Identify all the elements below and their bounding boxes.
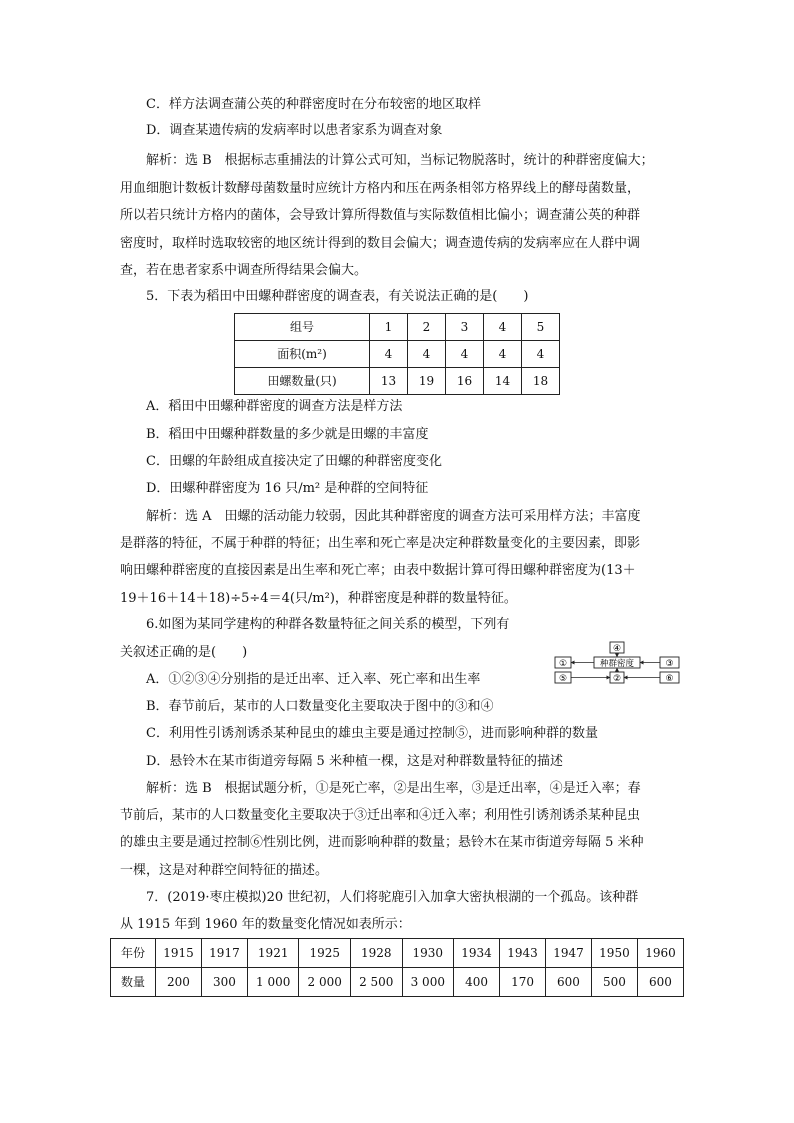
analysis-line: 是群落的特征，不属于种群的特征；出生率和死亡率是决定种群数量变化的主要因素，即影 — [120, 536, 641, 551]
table-cell: 19 — [408, 368, 446, 395]
table-cell: 4 — [408, 341, 446, 368]
table-cell: 4 — [370, 341, 408, 368]
analysis-line: 解析：选 B 根据标志重捕法的计算公式可知，当标记物脱落时，统计的种群密度偏大； — [146, 153, 654, 168]
table-cell: 1934 — [454, 939, 500, 968]
svg-text:④: ④ — [612, 644, 622, 654]
table-row — [111, 939, 684, 968]
question-7-stem: 从 1915 年到 1960 年的数量变化情况如表所示： — [120, 917, 411, 932]
analysis-line: 解析：选 A 田螺的活动能力较弱，因此其种群密度的调查方法可采用样方法；丰富度 — [146, 509, 641, 524]
table-cell: 18 — [522, 368, 560, 395]
table-cell: 3 000 — [402, 968, 454, 997]
option-b: B．春节前后，某市的人口数量变化主要取决于图中的③和④ — [146, 699, 494, 714]
table-cell: 4 — [522, 341, 560, 368]
node-2 — [610, 672, 624, 684]
analysis-line: 查，若在患者家系中调查所得结果会偏大。 — [120, 263, 368, 278]
analysis-line: 所以若只统计方格内的菌体，会导致计算所得数值与实际数值相比偏小；调查蒲公英的种群 — [120, 208, 641, 223]
analysis-line: 一棵，这是对种群空间特征的描述。 — [120, 863, 329, 878]
table-cell: 4 — [484, 341, 522, 368]
option-c: C．田螺的年龄组成直接决定了田螺的种群密度变化 — [146, 454, 442, 469]
snail-density-table — [234, 313, 560, 395]
svg-text:③: ③ — [665, 659, 674, 669]
table-cell: 500 — [591, 968, 637, 997]
node-center — [594, 657, 640, 669]
option-a: A．①②③④分别指的是迁出率、迁入率、死亡率和出生率 — [146, 672, 481, 687]
analysis-line: 解析：选 B 根据试题分析，①是死亡率，②是出生率，③是迁出率，④是迁入率；春 — [146, 781, 641, 796]
svg-text:种群密度: 种群密度 — [599, 659, 635, 669]
analysis-line: 密度时，取样时选取较密的地区统计得到的数目会偏大；调查遗传病的发病率应在人群中调 — [120, 236, 641, 251]
table-cell: 2 500 — [351, 968, 403, 997]
table-cell: 300 — [201, 968, 247, 997]
node-4 — [610, 642, 624, 654]
moose-population-table — [110, 938, 684, 997]
table-cell: 1917 — [201, 939, 247, 968]
option-c: C．利用性引诱剂诱杀某种昆虫的雄虫主要是通过控制⑤，进而影响种群的数量 — [146, 726, 598, 741]
option-c: C．样方法调查蒲公英的种群密度时在分布较密的地区取样 — [146, 97, 481, 112]
table-cell: 600 — [637, 968, 683, 997]
table-cell: 16 — [446, 368, 484, 395]
analysis-line: 节前后，某市的人口数量变化主要取决于③迁出率和④迁入率；利用性引诱剂诱杀某种昆虫 — [120, 808, 641, 823]
table-cell: 4 — [446, 341, 484, 368]
table-cell: 4 — [484, 314, 522, 341]
option-a: A．稻田中田螺种群密度的调查方法是样方法 — [146, 399, 403, 414]
node-6 — [660, 672, 679, 684]
svg-text:①: ① — [558, 659, 568, 669]
table-cell: 1960 — [637, 939, 683, 968]
table-cell: 14 — [484, 368, 522, 395]
option-d: D．田螺种群密度为 16 只/m² 是种群的空间特征 — [146, 481, 429, 496]
table-cell: 13 — [370, 368, 408, 395]
analysis-line: 的雄虫主要是通过控制⑥性别比例，进而影响种群的数量；悬铃木在某市街道旁每隔 5 米种 — [120, 835, 644, 850]
table-cell: 5 — [522, 314, 560, 341]
table-cell: 1925 — [299, 939, 351, 968]
population-model-diagram — [552, 641, 682, 685]
table-cell: 1 000 — [247, 968, 299, 997]
table-cell: 1 — [370, 314, 408, 341]
header-cell: 年份 — [111, 939, 156, 968]
header-cell: 田螺数量(只) — [235, 368, 370, 395]
table-cell: 170 — [500, 968, 546, 997]
header-cell: 数量 — [111, 968, 156, 997]
svg-text:②: ② — [612, 674, 622, 684]
node-1 — [555, 657, 571, 669]
table-cell: 1921 — [247, 939, 299, 968]
analysis-line: 19＋16＋14＋18)÷5÷4＝4(只/m²)，种群密度是种群的数量特征。 — [120, 591, 517, 606]
option-b: B．稻田中田螺种群数量的多少就是田螺的丰富度 — [146, 427, 429, 442]
table-cell: 3 — [446, 314, 484, 341]
table-cell: 1947 — [546, 939, 592, 968]
header-cell: 组号 — [235, 314, 370, 341]
option-d: D．悬铃木在某市街道旁每隔 5 米种植一棵，这是对种群数量特征的描述 — [146, 754, 563, 769]
table-cell: 1928 — [351, 939, 403, 968]
table-cell: 600 — [546, 968, 592, 997]
node-3 — [660, 657, 679, 669]
table-cell: 1943 — [500, 939, 546, 968]
table-cell: 200 — [156, 968, 202, 997]
question-6-stem: 关叙述正确的是( ) — [120, 645, 248, 660]
table-cell: 2 — [408, 314, 446, 341]
svg-text:⑥: ⑥ — [665, 674, 674, 684]
table-row — [111, 968, 684, 997]
table-cell: 400 — [454, 968, 500, 997]
question-6-stem: 6.如图为某同学建构的种群各数量特征之间关系的模型，下列有 — [146, 617, 510, 632]
table-row — [235, 341, 560, 368]
analysis-line: 响田螺种群密度的直接因素是出生率和死亡率；由表中数据计算可得田螺种群密度为(13＋ — [120, 563, 636, 578]
question-7-stem: 7．(2019·枣庄模拟)20 世纪初，人们将驼鹿引入加拿大密执根湖的一个孤岛。该种群 — [146, 890, 639, 905]
node-5 — [555, 672, 571, 684]
header-cell: 面积(m²) — [235, 341, 370, 368]
table-cell: 1930 — [402, 939, 454, 968]
question-5-stem: 5．下表为稻田中田螺种群密度的调查表，有关说法正确的是( ) — [146, 289, 529, 304]
table-cell: 1950 — [591, 939, 637, 968]
option-d: D．调查某遗传病的发病率时以患者家系为调查对象 — [146, 123, 443, 138]
analysis-line: 用血细胞计数板计数酵母菌数量时应统计方格内和压在两条相邻方格界线上的酵母菌数量， — [120, 181, 641, 196]
table-row — [235, 368, 560, 395]
table-row — [235, 314, 560, 341]
table-cell: 1915 — [156, 939, 202, 968]
table-cell: 2 000 — [299, 968, 351, 997]
svg-text:⑤: ⑤ — [558, 674, 568, 684]
